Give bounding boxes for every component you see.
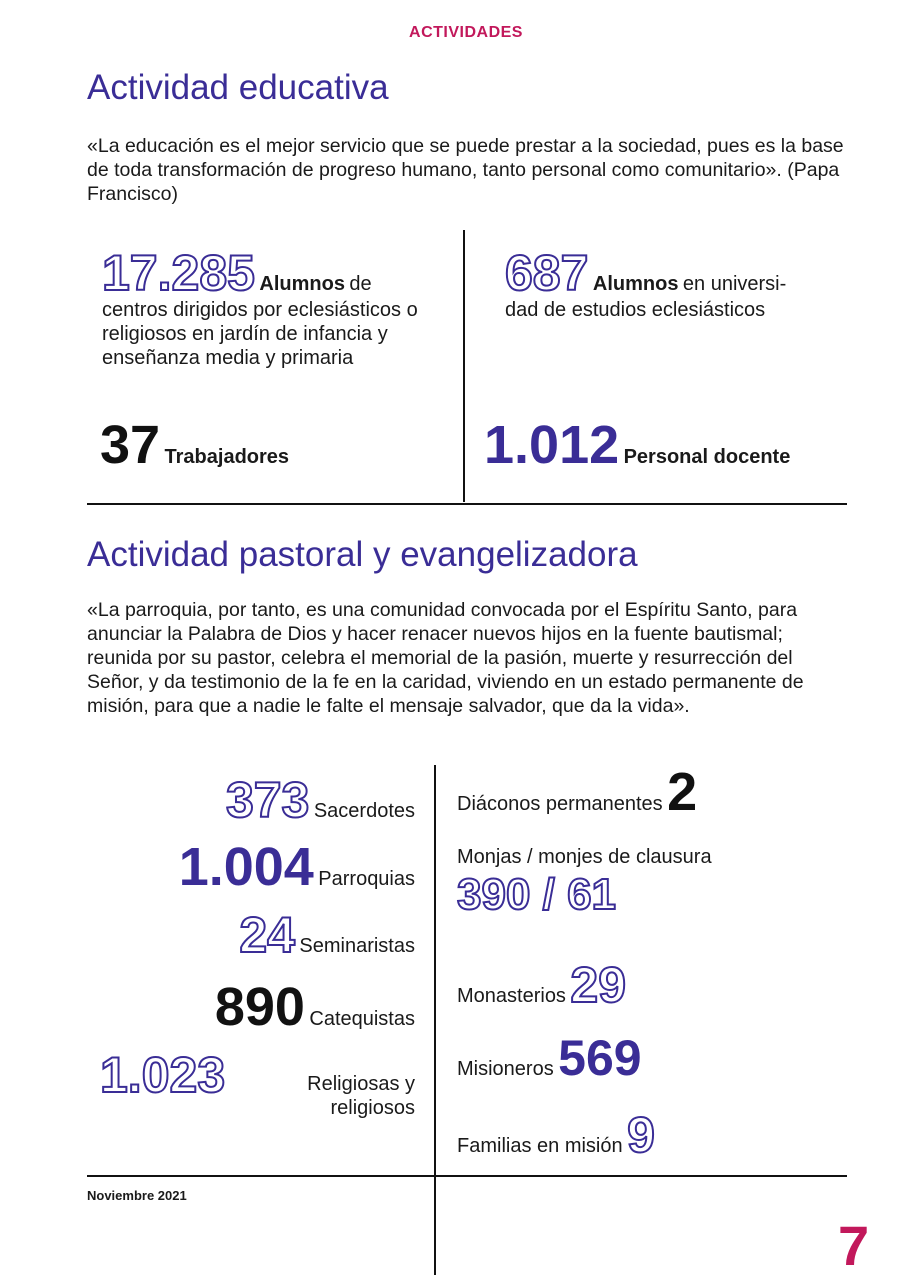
- stat-number: 24: [239, 907, 295, 963]
- stat-label: Trabajadores: [164, 446, 290, 468]
- stat-number: 890: [214, 977, 305, 1037]
- stat-monasterios: [457, 957, 627, 1013]
- stat-label: Alumnos: [259, 273, 345, 295]
- stat-docentes: [484, 415, 791, 475]
- educativa-title: Actividad educativa: [87, 68, 389, 107]
- stat-religiosos: [100, 1047, 415, 1120]
- stat-diaconos: [457, 762, 698, 822]
- stat-label: Catequistas: [309, 1008, 415, 1030]
- stat-label: Alumnos: [592, 273, 679, 295]
- stat-label: Monjas / monjes de clausura: [457, 846, 712, 868]
- stat-label: Personal docente: [623, 446, 791, 468]
- section-tag: ACTIVIDADES: [409, 24, 523, 41]
- pastoral-horizontal-divider: [87, 1175, 847, 1177]
- stat-text-inline: en universi-: [682, 273, 787, 295]
- educativa-quote: «La educación es el mejor servicio que se puede prestar a la sociedad, pues es la base de toda transformación de progreso humano, tanto personal como comunitario». (Papa Francisco): [87, 135, 844, 205]
- page-number: 7: [838, 1214, 870, 1277]
- pastoral-title: Actividad pastoral y evangelizadora: [87, 535, 638, 574]
- stat-number: 2: [667, 762, 698, 822]
- stat-label-line-1: Religiosas y: [307, 1073, 415, 1095]
- pastoral-quote: «La parroquia, por tanto, es una comunidad convocada por el Espíritu Santo, para anunciar la Palabra de Dios y hacer renacer nuevos hijos en la fuente bautismal; reunida por su pastor, celebra el memorial de la pasión, muerte y resurrección del Señor, y da testimonio de la fe en la caridad, viviendo en un estado permanente de misión, para que a nadie le falte el mensaje salvador, que da la vida».: [87, 599, 804, 717]
- stat-number: 9: [627, 1107, 655, 1163]
- stat-number: 29: [570, 957, 627, 1013]
- stat-seminaristas: [80, 907, 415, 963]
- footer-date: Noviembre 2021: [87, 1188, 187, 1203]
- stat-trabajadores: [100, 415, 290, 475]
- stat-number: 1.023: [100, 1047, 226, 1103]
- stat-text: centros dirigidos por eclesiásticos o religiosos en jardín de infancia y enseñanza media y primaria: [102, 299, 418, 369]
- stat-number: 373: [225, 772, 310, 828]
- stat-label: Diáconos permanentes: [457, 793, 663, 815]
- stat-catequistas: [80, 977, 415, 1037]
- stat-misioneros: [457, 1030, 642, 1086]
- stat-text: dad de estudios eclesiásticos: [505, 299, 766, 321]
- stat-text-inline: de: [349, 273, 372, 295]
- stat-label: Monasterios: [457, 985, 566, 1007]
- edu-vertical-divider: [463, 230, 465, 502]
- stat-alumnos-universidad: [505, 245, 850, 322]
- stat-number: 1.004: [178, 837, 314, 897]
- stat-label: Misioneros: [457, 1058, 554, 1080]
- stat-label: Sacerdotes: [313, 800, 415, 822]
- stat-number: 1.012: [484, 415, 620, 475]
- pastoral-vertical-divider: [434, 765, 436, 1275]
- stat-familias: [457, 1107, 655, 1163]
- stat-label: Familias en misión: [457, 1135, 623, 1157]
- stat-label-line-2: religiosos: [330, 1097, 415, 1119]
- edu-horizontal-divider: [87, 503, 847, 505]
- stat-number: 687: [505, 245, 589, 301]
- stat-number: 569: [558, 1030, 642, 1086]
- stat-number: 390 / 61: [457, 870, 617, 919]
- stat-label: Seminaristas: [299, 935, 415, 957]
- stat-monjas: [457, 845, 712, 917]
- stat-number: 37: [100, 415, 161, 475]
- stat-sacerdotes: [80, 772, 415, 828]
- stat-number: 17.285: [102, 245, 255, 301]
- stat-parroquias: [80, 837, 415, 897]
- stat-alumnos-centros: [102, 245, 452, 370]
- stat-label: Parroquias: [318, 868, 415, 890]
